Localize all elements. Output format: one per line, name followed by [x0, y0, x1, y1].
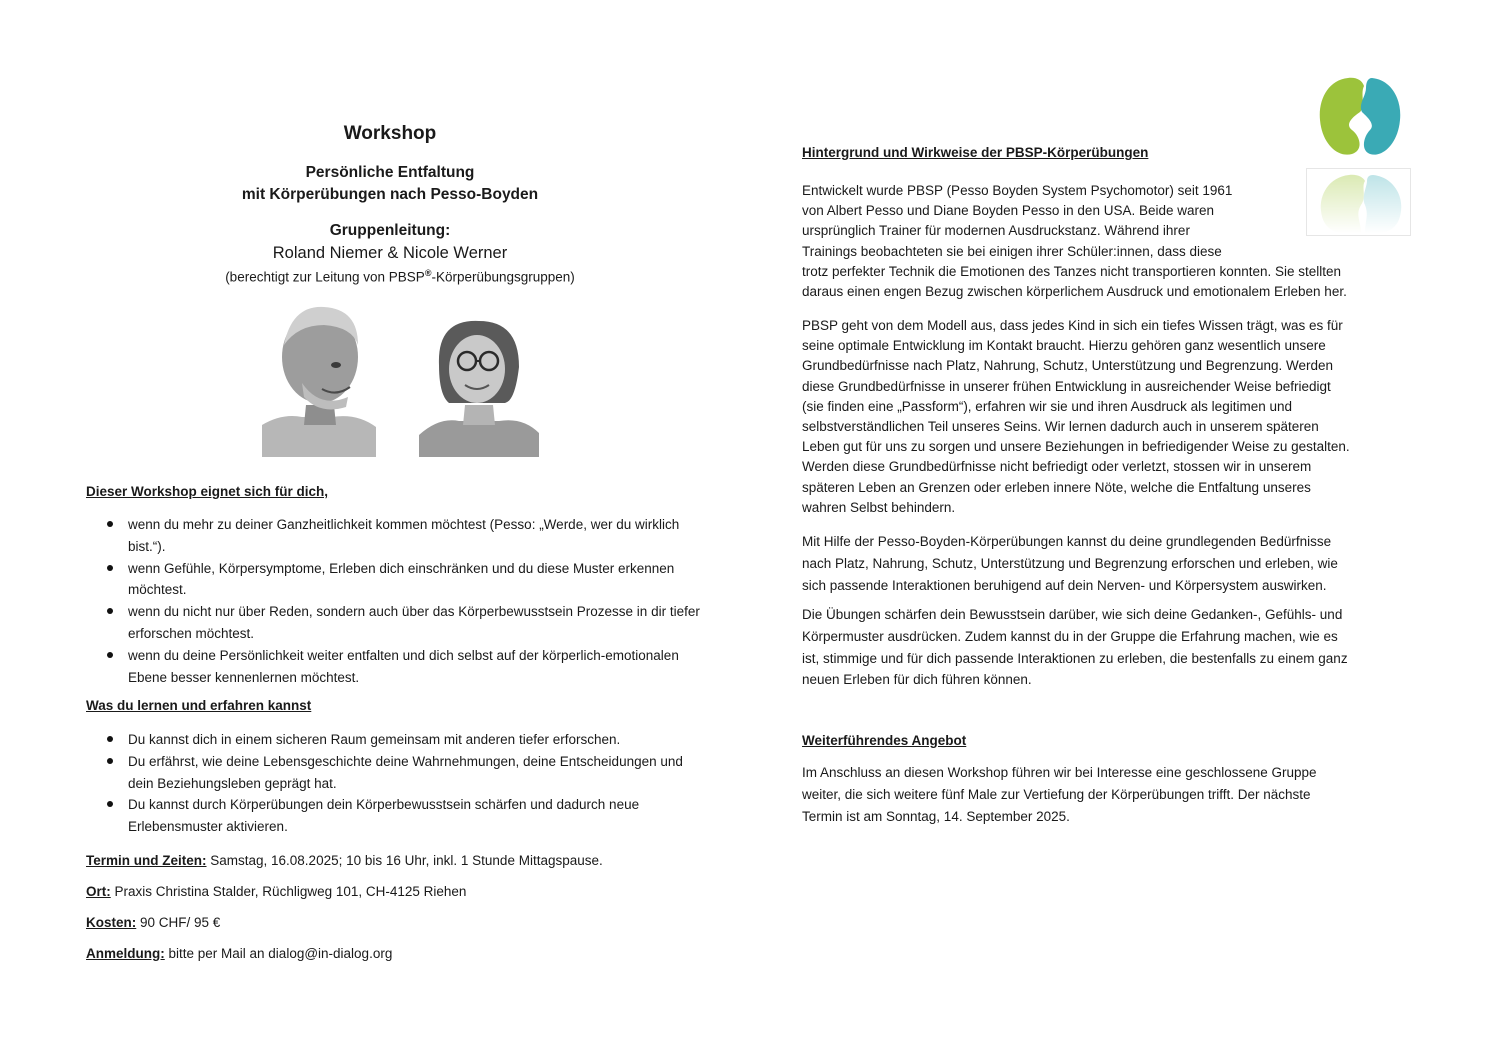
text-line: daraus einen engen Bezug zwischen körperlichem Ausdruck und emotionalem Erleben her.: [802, 284, 1347, 300]
list-item: wenn du nicht nur über Reden, sondern auch über das Körperbewusstsein Prozesse in dir tiefer erforschen möchtest.: [86, 601, 706, 645]
list-item: wenn du deine Persönlichkeit weiter entfalten und dich selbst auf der körperlich-emotionalen Ebene besser kennenlernen möchtest.: [86, 645, 706, 689]
text-line: Termin ist am Sonntag, 14. September 2025.: [802, 808, 1070, 824]
learn-list: [86, 729, 706, 838]
text-line: selbstverständlichen Teil unseres Seins. Wir lernen dadurch auch in unserem späteren: [802, 419, 1319, 435]
text-line: PBSP geht von dem Modell aus, dass jedes Kind in sich ein tiefes Wissen trägt, was es für: [802, 318, 1343, 333]
text-line: Entwickelt wurde PBSP (Pesso Boyden System Psychomotor) seit 1961: [802, 183, 1233, 198]
text-line: sich passende Interaktionen beruhigend auf dein Nerven- und Körpersystem auswirken.: [802, 577, 1327, 593]
text-line: neuen Erleben für dich führen können.: [802, 672, 1032, 688]
section-learn-heading: Was du lernen und erfahren kannst: [86, 698, 312, 713]
text-line: trotz perfekter Technik die Emotionen des Tanzes nicht transportieren konnten. Sie stellten: [802, 263, 1342, 279]
text-line: Körpermuster ausdrücken. Zudem kannst du in der Gruppe die Erfahrung machen, wie es: [802, 628, 1338, 644]
ort-label: Ort:: [86, 884, 111, 899]
group-leader-label: Gruppenleitung:: [329, 222, 451, 239]
text-line: ursprünglich Trainer für modernen Ausdruckstanz. Während ihrer: [802, 223, 1190, 239]
suitable-list: [86, 514, 706, 688]
paragraph-model: [802, 316, 1412, 518]
anmeldung-line: [86, 946, 392, 961]
paragraph-follow-up: [802, 762, 1412, 827]
text-line: späteren Leben an Grenzen oder erleben innere Nöte, welche die Entfaltung unseres: [802, 479, 1311, 495]
paragraph-exercises: [802, 531, 1412, 596]
workshop-title: Workshop: [343, 123, 437, 144]
paragraph-history: [802, 181, 1412, 302]
kosten-value: 90 CHF/ 95 €: [136, 915, 221, 930]
portrait-nicole-werner: [419, 305, 539, 457]
list-item: Du kannst dich in einem sicheren Raum gemeinsam mit anderen tiefer erforschen.: [86, 729, 706, 751]
text-line: Werden diese Grundbedürfnisse nicht befriedigt oder verletzt, stossen wir in unserem: [802, 459, 1312, 475]
portrait-roland-niemer: [262, 305, 376, 457]
group-leader-note: [160, 268, 640, 285]
kosten-line: [86, 915, 220, 930]
section-suitable-heading: Dieser Workshop eignet sich für dich,: [86, 484, 329, 499]
subtitle-line-2: mit Körperübungen nach Pesso-Boyden: [241, 186, 539, 203]
list-item: Du erfährst, wie deine Lebensgeschichte deine Wahrnehmungen, deine Entscheidungen und dein Beziehungsleben geprägt hat.: [86, 751, 706, 795]
text-line: nach Platz, Nahrung, Schutz, Unterstützung und Begrenzung erforschen und erleben, wie: [802, 555, 1338, 571]
termin-line: [86, 853, 603, 868]
ort-value: Praxis Christina Stalder, Rüchligweg 101, CH-4125 Riehen: [110, 884, 467, 899]
registered-mark: ®: [424, 268, 432, 278]
paragraph-awareness: [802, 604, 1412, 691]
list-item: wenn Gefühle, Körpersymptome, Erleben dich einschränken und du diese Muster erkennen möchtest.: [86, 558, 706, 602]
kosten-label: Kosten:: [86, 915, 137, 930]
text-line: wahren Selbst behindern.: [802, 499, 956, 515]
group-leader-names: Roland Niemer & Nicole Werner: [272, 244, 508, 262]
text-line: Trainings beobachteten sie bei einigen ihrer Schüler:innen, dass diese: [802, 243, 1222, 259]
follow-up-heading: Weiterführendes Angebot: [802, 733, 967, 748]
anmeldung-label: Anmeldung:: [86, 946, 165, 961]
leader-note-post: -Körperübungsgruppen): [431, 269, 575, 285]
list-item: wenn du mehr zu deiner Ganzheitlichkeit kommen möchtest (Pesso: „Werde, wer du wirklich bist.“).: [86, 514, 706, 558]
text-line: weiter, die sich weitere fünf Male zur Vertiefung der Körperübungen trifft. Der nächste: [802, 786, 1311, 802]
workshop-subtitle: [190, 162, 590, 206]
text-line: Leben gut für uns zu sorgen und unsere Beziehungen in befriedigender Weise zu gestalten.: [802, 439, 1350, 455]
text-line: Grundbedürfnisse nach Platz, Nahrung, Schutz, Unterstützung und Begrenzung. Werden: [802, 358, 1334, 374]
list-item: Du kannst durch Körperübungen dein Körperbewusstsein schärfen und dadurch neue Erlebensmuster aktivieren.: [86, 794, 706, 838]
termin-label: Termin und Zeiten:: [86, 853, 207, 868]
text-line: (sie finden eine „Passform“), erfahren wir sie und ihren Ausdruck als legitimen und: [802, 398, 1292, 414]
ort-line: [86, 884, 466, 899]
subtitle-line-1: Persönliche Entfaltung: [305, 164, 475, 181]
leader-note-pre: (berechtigt zur Leitung von PBSP: [225, 269, 425, 285]
text-line: seine optimale Entwicklung im Kontakt braucht. Hierzu gehören ganz wesentlich unsere: [802, 338, 1326, 354]
anmeldung-value: bitte per Mail an dialog@in-dialog.org: [164, 946, 393, 961]
text-line: Die Übungen schärfen dein Bewusstsein darüber, wie sich deine Gedanken-, Gefühls- und: [802, 607, 1343, 622]
text-line: von Albert Pesso und Diane Boyden Pesso in den USA. Beide waren: [802, 203, 1215, 219]
text-line: Mit Hilfe der Pesso-Boyden-Körperübungen kannst du deine grundlegenden Bedürfnisse: [802, 534, 1332, 549]
background-heading: Hintergrund und Wirkweise der PBSP-Körperübungen: [802, 145, 1149, 160]
text-line: Im Anschluss an diesen Workshop führen wir bei Interesse eine geschlossene Gruppe: [802, 765, 1317, 780]
text-line: ist, stimmige und für dich passende Interaktionen zu erleben, die bestenfalls zu einem ganz: [802, 650, 1348, 666]
logo-icon: [1314, 74, 1406, 160]
text-line: diese Grundbedürfnisse in unserer frühen Entwicklung in ausreichender Weise befriedigt: [802, 378, 1331, 394]
termin-value: Samstag, 16.08.2025; 10 bis 16 Uhr, inkl. 1 Stunde Mittagspause.: [206, 853, 603, 868]
